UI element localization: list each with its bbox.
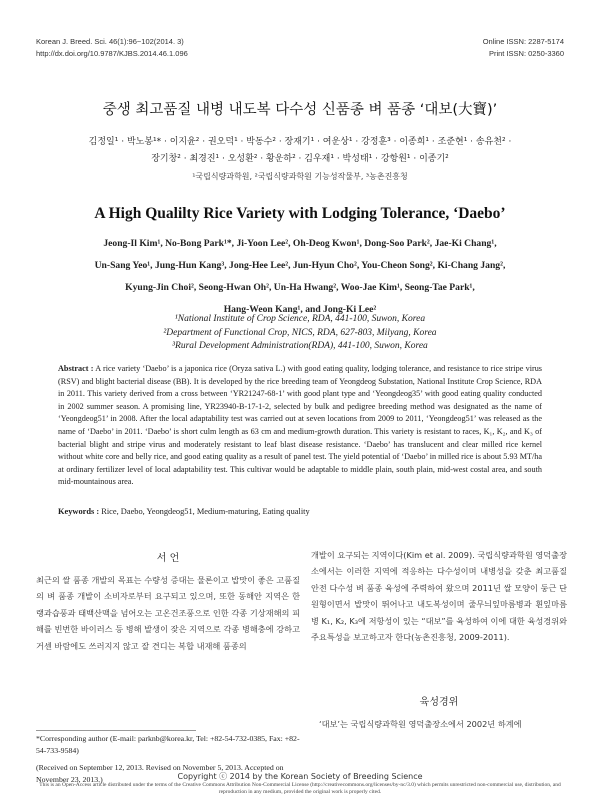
english-authors-line4: Hang-Weon Kang¹, and Jong-Ki Lee²: [223, 304, 377, 315]
journal-header: [36, 36, 188, 60]
english-affiliation-3: ³Rural Development Administration(RDA), 441-100, Suwon, Korea: [172, 341, 428, 351]
intro-paragraph-2: 개발이 요구되는 지역이다(Kim et al. 2009). 국립식량과학원 영덕출장소에서는 이러한 지역에 적응하는 다수성이며 내병성을 갖춘 최고품질 안전 다수성 벼 품종 육성에 주력하여 왔으며 2011년 쌀 모양이 둥근 단원형이면서 밥맛이 뛰어나고 내도복성이며 줄무늬잎마름병과 흰잎마름병 K₁, K₂, K₃에 저항성이 있는 “대보”를 육성하여 이에 대한 육성경위와 주요특성을 보고하고자 한다(농촌진흥청, 2009-2011).: [311, 550, 567, 643]
doi-link[interactable]: http://dx.doi.org/10.9787/KJBS.2014.46.1.096: [36, 49, 188, 58]
keywords: [58, 507, 542, 516]
english-affiliations: [0, 313, 600, 354]
korean-authors-line1: 김정일¹ · 박노봉¹* · 이지윤² · 권오덕¹ · 박동수² · 장재기¹ · 여운상¹ · 강정훈³ · 이종희¹ · 조준현¹ · 송유천² ·: [88, 137, 512, 147]
journal-citation: Korean J. Breed. Sci. 46(1):96~102(2014. 3): [36, 37, 184, 46]
korean-affiliations: ¹국립식량과학원, ²국립식량과학원 기능성작물부, ³농촌진흥청: [192, 172, 408, 181]
english-authors-line3: Kyung-Jin Choi², Seong-Hwan Oh², Un-Ha Hwang², Woo-Jae Kim¹, Seong-Tae Park¹,: [125, 282, 475, 293]
section-heading-breeding: 육성경위: [419, 697, 459, 708]
keywords-text: Rice, Daebo, Yeongdeog51, Medium-maturing, Eating quality: [99, 507, 310, 516]
english-affiliation-2: ²Department of Functional Crop, NICS, RDA, 627-803, Milyang, Korea: [163, 327, 437, 338]
english-title: A High Qualilty Rice Variety with Lodging Tolerance, ‘Daebo’: [94, 205, 506, 222]
keywords-label: Keywords :: [58, 507, 100, 516]
english-authors-line1: Jeong-Il Kim¹, No-Bong Park¹*, Ji-Yoon Lee², Oh-Deog Kwon¹, Dong-Soo Park², Jae-Ki Chang¹,: [103, 238, 497, 249]
breeding-paragraph: ‘대보’는 국립식량과학원 영덕출장소에서 2002년 하계에: [319, 719, 522, 729]
online-issn: Online ISSN: 2287-5174: [482, 37, 564, 46]
english-affiliation-1: ¹National Institute of Crop Science, RDA, 441-100, Suwon, Korea: [174, 314, 426, 324]
abstract: [58, 363, 542, 489]
print-issn: Print ISSN: 0250-3360: [488, 49, 564, 58]
intro-paragraph-1: 최근의 쌀 품종 개발의 목표는 수량성 증대는 물론이고 밥맛이 좋은 고품질의 벼 품종 개발이 소비자로부터 요구되고 있으며, 또한 동해안 지역은 한랭과습풍과 태백산맥을 넘어오는 고온건조풍으로 인한 각종 기상재해의 피해를 빈번한 바이러스 등 병해 발생이 잦은 지역으로 각종 병해충에 강하고 거센 바람에도 쓰러지지 않고 잘 견디는 복합 내재해 품종의: [36, 575, 300, 651]
korean-authors-line2: 장기창² · 최경진¹ · 오성환² · 황운하² · 김우재¹ · 박성태¹ · 강항원¹ · 이종기²: [151, 154, 449, 164]
received-dates: (Received on September 12, 2013. Revised on November 5, 2013. Accepted on November 23, 2013.): [36, 763, 284, 784]
copyright-line: Copyright ⓒ 2014 by the Korean Society of Breeding Science: [177, 772, 423, 781]
korean-title: 중생 최고품질 내병 내도복 다수성 신품종 벼 품종 ‘대보(大寶)’: [102, 102, 498, 118]
license-text: This is an Open-Access article distributed under the terms of the Creative Commons Attribution Non-Commercial License (http://creativecommons.org/licenses/by-nc/3.0) which permits unrestricted non-commercial use, distribution, and reproduction in any medium, provided the original work is properly cited.: [39, 782, 561, 796]
english-authors: [30, 233, 570, 321]
issn-block: [483, 36, 564, 60]
correspondence-text: *Corresponding author (E-mail: parknb@korea.kr, Tel: +82-54-732-0385, Fax: +82-54-733-9584): [36, 734, 300, 755]
footnote-divider: [36, 730, 196, 731]
abstract-label: Abstract :: [58, 364, 94, 373]
section-heading-intro: 서 언: [156, 553, 180, 564]
english-authors-line2: Un-Sang Yeo¹, Jung-Hun Kang³, Jong-Hee Lee², Jun-Hyun Cho², You-Cheon Song², Ki-Chang Jang²,: [94, 260, 506, 271]
abstract-text: A rice variety ‘Daebo’ is a japonica rice (Oryza sativa L.) with good eating quality, lodging tolerance, and resistance to rice stripe virus (RSV) and blight bacterial disease (BB). It is developed by the rice breeding team of Yeongdeog Substation, National Institute Crop Science, RDA in 2011. This variety derived from a cross between ‘YR21247-68-1’ with good plant type and ‘Yeongdeog35’ with good eating quality conducted in 2002 summer season. A promising line, YR23940-B-17-1-2, selected by bulk and pedigree breeding method was designated as the name of ‘Yeongdeog51’ in 2008. After the local adaptability test was carried out at seven locations from 2009 to 2011, ‘Yeongdeog51’ was released as the name of ‘Daebo’ in 2011. ‘Daebo’ is short culm length as 63 cm and medium-growth duration. This variety is resistant to races, K₁, K₂, and K₃ of bacterial blight and stripe virus and moderately resistant to leaf blast disease resistance. ‘Daebo’ has translucent and clear milled rice kernel without white core and belly rice, and good eating quality as a result of panel test. The yield potential of ‘Daebo’ in milled rice is about 5.93 MT/ha at ordinary fertilizer level of local adaptability test. This cultivar would be adaptable to middle plain, south plain, mid-west costal area, and south mid-mountainous area.: [58, 364, 542, 487]
